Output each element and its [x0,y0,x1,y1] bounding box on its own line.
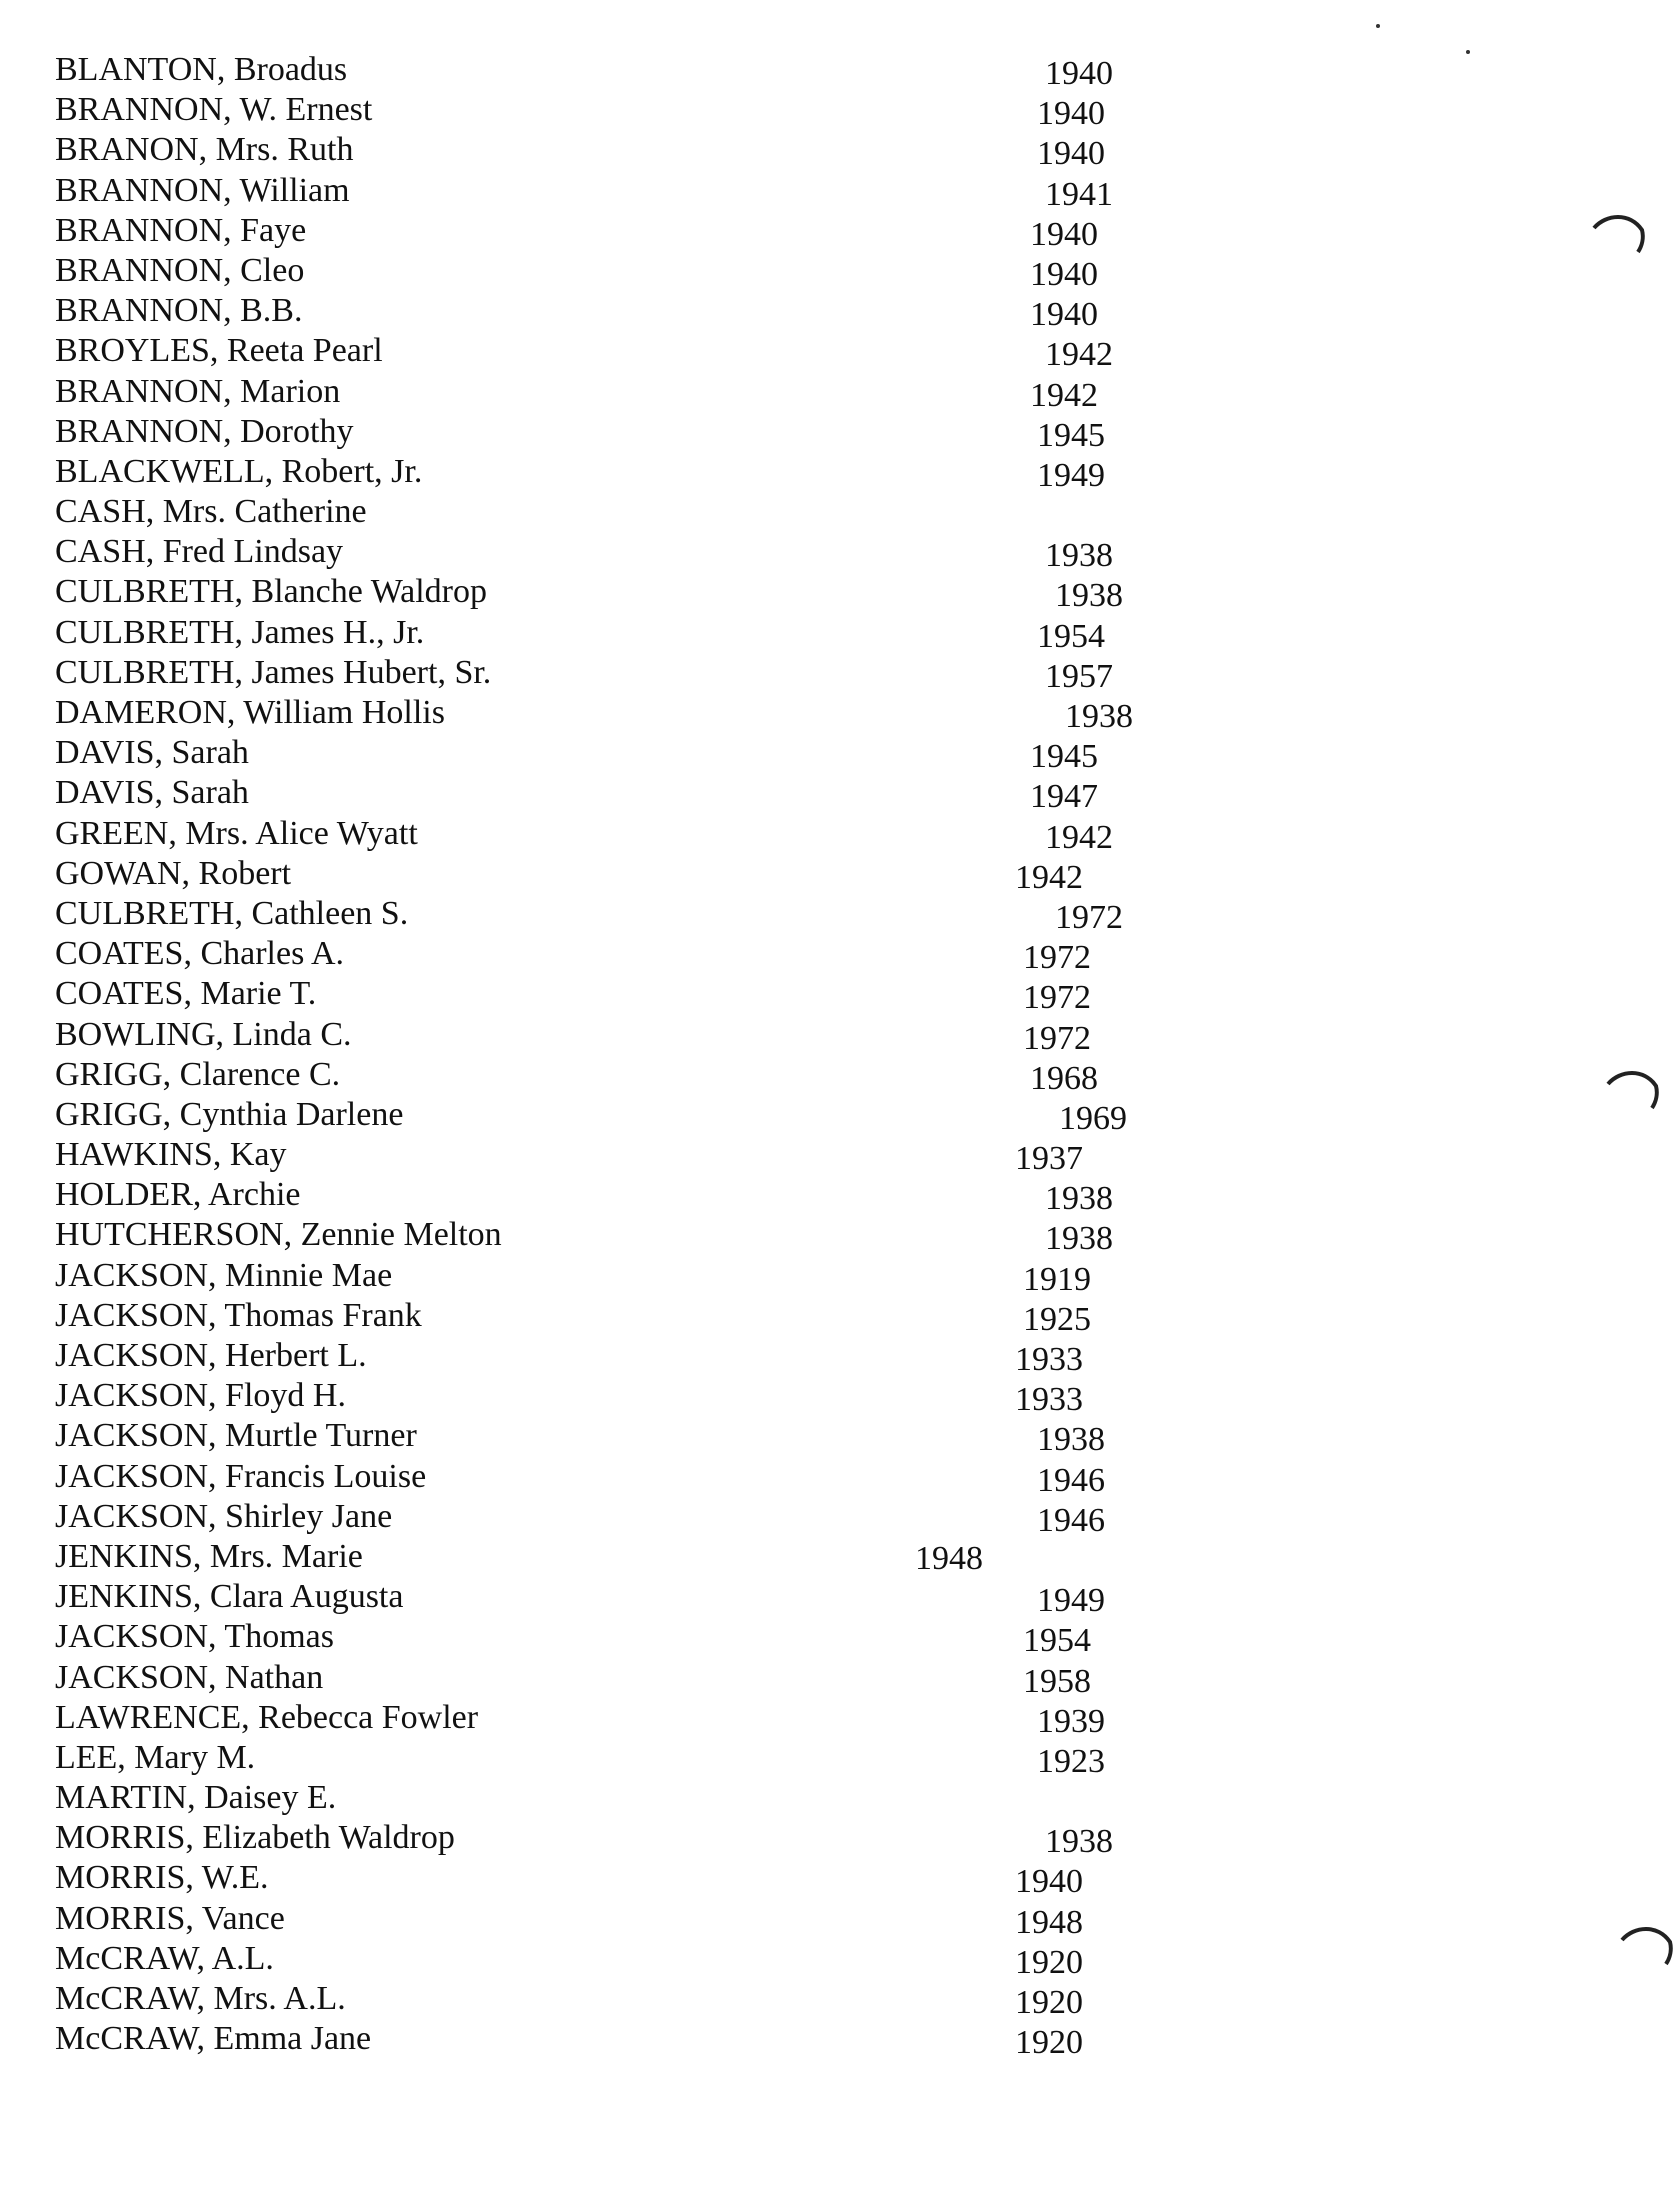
entry-name: HOLDER, Archie [55,1176,301,1214]
list-item [55,1013,1155,1057]
entry-year: 1940 [1030,255,1098,293]
punch-hole-mark-icon [1590,210,1648,256]
entry-year: 1938 [1065,698,1133,735]
list-item [55,731,1155,776]
entry-year: 1946 [1037,1501,1105,1539]
list-item [55,88,1155,133]
entry-year: 1937 [1015,1140,1083,1178]
entry-year: 1969 [1059,1099,1127,1137]
entry-year: 1938 [1045,1823,1113,1861]
list-item [55,1173,1155,1218]
entry-year: 1940 [1037,95,1105,133]
entry-name: BLANTON, Broadus [55,51,348,88]
entry-name: JACKSON, Minnie Mae [55,1256,393,1294]
entry-year: 1933 [1015,1341,1083,1378]
entry-year: 1948 [915,1539,983,1577]
entry-year: 1919 [1023,1260,1091,1298]
entry-name: DAVIS, Sarah [55,774,249,812]
scan-speck [1376,24,1380,28]
list-item [55,932,1155,977]
list-item [55,1053,1155,1097]
list-item [55,48,1155,92]
list-item [55,1093,1155,1137]
entry-name: GRIGG, Clarence C. [55,1055,341,1093]
entry-year: 1972 [1023,939,1091,977]
entry-name: JENKINS, Clara Augusta [55,1578,404,1616]
list-item [55,1334,1155,1378]
list-item [55,1133,1155,1178]
entry-name: JACKSON, Herbert L. [55,1337,367,1374]
list-item [55,1495,1155,1539]
entry-name: JACKSON, Thomas Frank [55,1296,422,1334]
list-item [55,1213,1155,1258]
entry-name: DAMERON, William Hollis [55,694,445,731]
list-item [55,570,1155,615]
entry-year: 1954 [1037,617,1105,655]
entry-year: 1942 [1015,858,1083,896]
entry-year: 1949 [1037,1582,1105,1620]
list-item [55,1414,1155,1459]
burial-roster-list [55,48,1155,2062]
entry-year: 1947 [1030,778,1098,816]
list-item [55,972,1155,1017]
entry-name: CULBRETH, James H., Jr. [55,613,425,651]
entry-name: COATES, Charles A. [55,935,344,973]
entry-year: 1948 [1015,1903,1083,1941]
entry-name: McCRAW, Emma Jane [55,2020,372,2058]
list-item [55,1535,1155,1575]
entry-name: JACKSON, Shirley Jane [55,1497,393,1535]
entry-name: CASH, Mrs. Catherine [55,493,367,531]
entry-name: MORRIS, W.E. [55,1859,269,1897]
list-item [55,1856,1155,1901]
entry-name: CULBRETH, Blanche Waldrop [55,573,487,611]
entry-name: BRANNON, Marion [55,372,341,410]
list-item [55,1656,1155,1700]
entry-year: 1920 [1015,1943,1083,1981]
entry-name: MORRIS, Elizabeth Waldrop [55,1819,455,1857]
list-item [55,1736,1155,1780]
entry-name: JACKSON, Murtle Turner [55,1417,417,1455]
entry-name: MORRIS, Vance [55,1899,285,1937]
entry-year: 1938 [1037,1421,1105,1459]
list-item [55,410,1155,454]
entry-name: JACKSON, Floyd H. [55,1377,346,1415]
entry-year: 1946 [1037,1461,1105,1499]
list-item [55,1937,1155,1981]
entry-name: BRANNON, Dorothy [55,412,354,450]
entry-name: LEE, Mary M. [55,1738,256,1776]
entry-year: 1972 [1023,979,1091,1017]
entry-name: MARTIN, Daisey E. [55,1779,337,1817]
entry-year: 1942 [1030,376,1098,414]
entry-name: BLACKWELL, Robert, Jr. [55,452,423,490]
entry-year: 1945 [1037,416,1105,454]
entry-name: McCRAW, A.L. [55,1939,274,1977]
list-item [55,1374,1155,1419]
list-item [55,611,1155,655]
list-item [55,128,1155,173]
entry-name: GRIGG, Cynthia Darlene [55,1095,404,1133]
entry-name: GOWAN, Robert [55,854,292,892]
entry-year: 1941 [1045,175,1113,213]
entry-name: HAWKINS, Kay [55,1136,287,1174]
list-item [55,490,1155,530]
entry-name: BRANNON, William [55,171,350,209]
entry-year: 1939 [1037,1702,1105,1740]
entry-name: JACKSON, Thomas [55,1618,334,1656]
entry-name: HUTCHERSON, Zennie Melton [55,1216,502,1254]
list-item [55,852,1155,896]
entry-year: 1938 [1045,1180,1113,1218]
entry-year: 1942 [1045,818,1113,856]
list-item [55,530,1155,575]
entry-year: 1940 [1015,1863,1083,1901]
entry-name: BRANNON, Cleo [55,251,305,289]
list-item [55,892,1155,936]
entry-year: 1938 [1045,1220,1113,1258]
scan-speck [1466,50,1470,54]
list-item [55,209,1155,253]
entry-name: BRANON, Mrs. Ruth [55,131,354,169]
entry-name: LAWRENCE, Rebecca Fowler [55,1698,479,1736]
list-item [55,1816,1155,1861]
punch-hole-mark-icon [1618,1922,1676,1968]
entry-name: JACKSON, Nathan [55,1658,324,1696]
list-item [55,1575,1155,1620]
list-item [55,1615,1155,1660]
entry-name: BRANNON, W. Ernest [55,91,373,129]
entry-name: JACKSON, Francis Louise [55,1457,427,1495]
list-item [55,169,1155,213]
list-item [55,1897,1155,1941]
entry-name: BOWLING, Linda C. [55,1015,352,1053]
entry-name: CULBRETH, James Hubert, Sr. [55,653,492,691]
entry-name: BRANNON, B.B. [55,292,303,330]
entry-year: 1933 [1015,1381,1083,1419]
entry-year: 1940 [1037,135,1105,173]
list-item [55,651,1155,695]
entry-name: BROYLES, Reeta Pearl [55,332,383,370]
entry-name: COATES, Marie T. [55,975,317,1013]
entry-year: 1942 [1045,336,1113,374]
list-item [55,691,1155,735]
entry-year: 1920 [1015,1984,1083,2021]
entry-year: 1949 [1037,456,1105,494]
entry-name: BRANNON, Faye [55,211,307,249]
entry-year: 1938 [1045,537,1113,575]
list-item [55,1696,1155,1740]
entry-year: 1940 [1030,296,1098,334]
list-item [55,1294,1155,1338]
entry-year: 1954 [1023,1622,1091,1660]
punch-hole-mark-icon [1604,1066,1662,1112]
entry-year: 1972 [1055,898,1123,936]
entry-name: GREEN, Mrs. Alice Wyatt [55,814,418,852]
entry-year: 1940 [1045,55,1113,92]
entry-name: McCRAW, Mrs. A.L. [55,1980,346,2017]
list-item [55,289,1155,334]
entry-year: 1940 [1030,215,1098,253]
entry-year: 1923 [1037,1742,1105,1780]
entry-year: 1920 [1015,2024,1083,2062]
list-item [55,812,1155,856]
list-item [55,329,1155,374]
entry-name: CULBRETH, Cathleen S. [55,894,409,932]
entry-name: JENKINS, Mrs. Marie [55,1537,363,1575]
list-item [55,2017,1155,2062]
entry-name: CASH, Fred Lindsay [55,533,344,571]
list-item [55,450,1155,494]
list-item [55,1455,1155,1499]
entry-year: 1938 [1055,577,1123,615]
list-item [55,771,1155,816]
entry-year: 1972 [1023,1019,1091,1057]
entry-year: 1925 [1023,1300,1091,1338]
entry-year: 1945 [1030,738,1098,776]
list-item [55,1776,1155,1816]
entry-year: 1958 [1023,1662,1091,1700]
entry-year: 1957 [1045,657,1113,695]
list-item [55,249,1155,293]
list-item [55,1254,1155,1298]
list-item [55,370,1155,414]
entry-name: DAVIS, Sarah [55,734,249,772]
list-item [55,1977,1155,2021]
entry-year: 1968 [1030,1059,1098,1097]
